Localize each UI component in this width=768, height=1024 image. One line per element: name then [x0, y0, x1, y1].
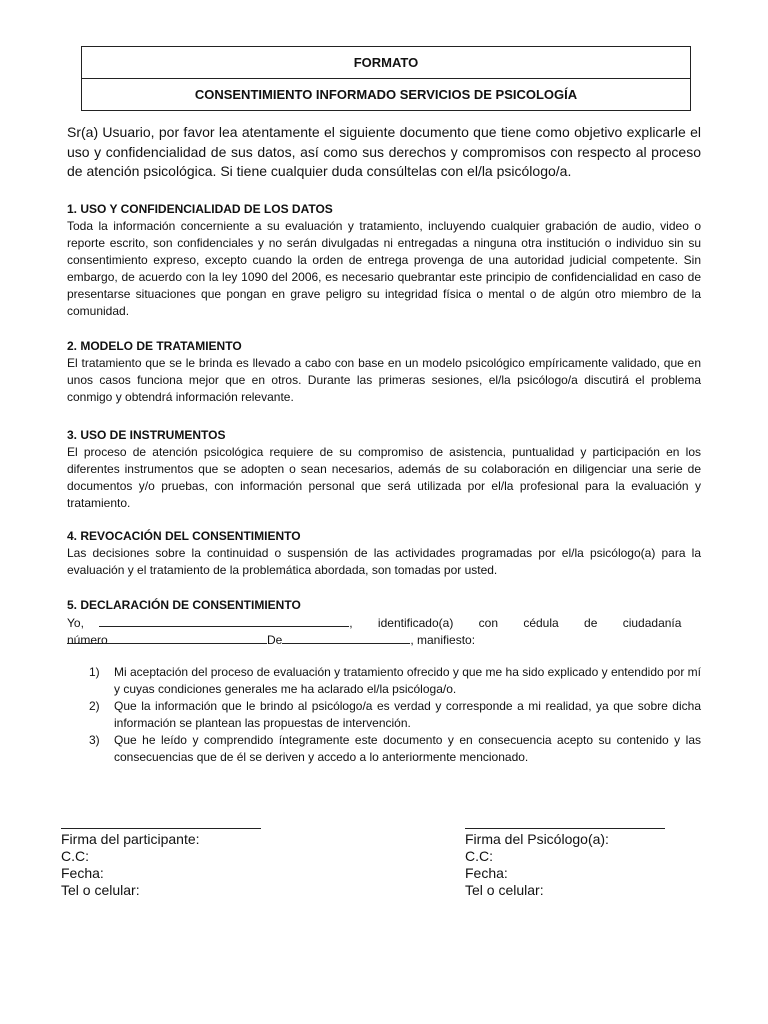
form-header — [81, 46, 691, 111]
section-body: El tratamiento que se le brinda es llevado a cabo con base en un modelo psicológico empíricamente validado, que en unos casos funciona mejor que en otros. Durante las primeras sesiones, el/la psicólogo/a discutirá el problema conmigo y obtendrá información relevante. — [67, 356, 701, 404]
psychologist-phone-label: Tel o celular: — [465, 882, 544, 898]
item-text: Que he leído y comprendido íntegramente este documento y en consecuencia acepto su contenido y las consecuencias que de él se deriven y accedo a lo anteriormente mencionado. — [114, 733, 701, 764]
participant-cc-label: C.C: — [61, 848, 89, 864]
section-revocacion — [67, 528, 701, 579]
list-item — [67, 698, 701, 732]
section-body: Toda la información concerniente a su evaluación y tratamiento, incluyendo cualquier grabación de audio, video o reporte escrito, son confidenciales y no serán divulgadas ni entregadas a ninguna otra institución o individuo sin su consentimiento expreso, excepto cuando la orden de entrega provenga de una autoridad judicial competente. Sin embargo, de acuerdo con la ley 1090 del 2006, es necesario quebrantar este principio de confidencialidad en caso de presentarse situaciones que pongan en grave peligro su integridad física o mental o de algún otro miembro de la comunidad. — [67, 219, 701, 318]
declaration-de: De — [267, 633, 283, 647]
section-uso-instrumentos — [67, 427, 701, 512]
section-heading: 3. USO DE INSTRUMENTOS — [67, 428, 226, 442]
participant-signature-block — [61, 828, 261, 899]
name-blank-field[interactable] — [99, 614, 349, 627]
section-body: El proceso de atención psicológica requiere de su compromiso de asistencia, puntualidad y participación en los diferentes instrumentos que se adopten o sean necesarios, además de su colaboración en diligenciar una serie de documentos y/o pruebas, con información personal que será utilizada por el/la profesional para la evaluación y tratamiento. — [67, 445, 701, 510]
item-text: Mi aceptación del proceso de evaluación y tratamiento ofrecido y que me ha sido explicado y entendido por mí y cuyas condiciones generales me ha aclarado el/la psicóloga/o. — [114, 665, 702, 696]
form-title: FORMATO — [353, 55, 419, 70]
section-heading: 2. MODELO DE TRATAMIENTO — [67, 339, 242, 353]
list-item — [67, 732, 701, 766]
participant-date-label: Fecha: — [61, 865, 104, 881]
section-uso-confidencialidad — [67, 201, 701, 320]
id-number-blank-field[interactable] — [67, 631, 267, 644]
participant-signature-line[interactable] — [61, 828, 261, 829]
form-subtitle: CONSENTIMIENTO INFORMADO SERVICIOS DE PSICOLOGÍA — [82, 78, 690, 110]
declaration-items — [67, 664, 701, 766]
psychologist-signature-label: Firma del Psicólogo(a): — [465, 831, 609, 847]
city-blank-field[interactable] — [282, 631, 410, 644]
section-declaracion — [67, 597, 701, 614]
section-body: Las decisiones sobre la continuidad o suspensión de las actividades programadas por el/la psicólogo(a) para la evaluación y el tratamiento de la problemática abordada, son tomadas por usted. — [67, 546, 701, 577]
section-modelo-tratamiento — [67, 338, 701, 406]
intro-paragraph: Sr(a) Usuario, por favor lea atentamente el siguiente documento que tiene como objetivo explicarle el uso y confidencialidad de sus datos, así como sus derechos y compromisos con respecto al proceso de atención psicológica. Si tiene cualquier duda consúltelas con el/la psicólogo/a. — [67, 124, 701, 179]
psychologist-signature-line[interactable] — [465, 828, 665, 829]
item-number: 2) — [89, 699, 100, 713]
declaration-yo: Yo, — [67, 616, 84, 630]
section-heading: 1. USO Y CONFIDENCIALIDAD DE LOS DATOS — [67, 202, 333, 216]
declaration-line-2 — [67, 631, 701, 649]
list-item — [67, 664, 701, 698]
section-heading: 5. DECLARACIÓN DE CONSENTIMIENTO — [67, 598, 301, 612]
item-number: 1) — [89, 665, 100, 679]
psychologist-cc-label: C.C: — [465, 848, 493, 864]
psychologist-date-label: Fecha: — [465, 865, 508, 881]
participant-signature-label: Firma del participante: — [61, 831, 200, 847]
participant-phone-label: Tel o celular: — [61, 882, 140, 898]
section-heading: 4. REVOCACIÓN DEL CONSENTIMIENTO — [67, 529, 301, 543]
declaration-identificado: , identificado(a) con cédula de ciudadanía número — [67, 616, 682, 647]
declaration-manifiesto: , manifiesto: — [410, 633, 476, 647]
psychologist-signature-block — [465, 828, 665, 899]
item-text: Que la información que le brindo al psicólogo/a es verdad y corresponde a mi realidad, ya que sobre dicha información se plantean las propuestas de intervención. — [114, 699, 701, 730]
item-number: 3) — [89, 733, 100, 747]
